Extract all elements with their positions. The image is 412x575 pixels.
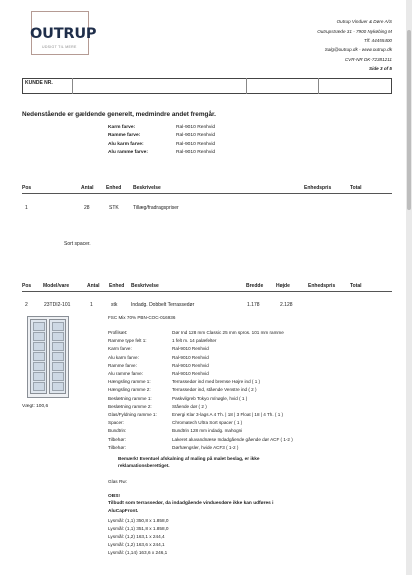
col-total: Total — [350, 185, 362, 191]
company-name: Outrup Vinduer & Døre A/S — [336, 19, 392, 24]
lysmal-line: Lysmål: (1,2) 163,6 x 244,1 — [108, 542, 165, 547]
spec-key: Ramme farve: — [108, 362, 137, 368]
spec-key: Karm farve: — [108, 346, 132, 352]
lysmal-line: Lysmål: (1,1) 351,8 x 1.858,0 — [108, 526, 169, 531]
row-pos: 1 — [25, 205, 28, 211]
row-bredde: 1.178 — [247, 302, 260, 308]
spec-value: Ral-9010 Renhvid — [172, 371, 209, 376]
col-enhed: Enhed — [106, 185, 122, 191]
spec-value: Dørhængsler, hvide ACF3 ( 1-2 ) — [172, 444, 239, 450]
spec-key: Bundtrin: — [108, 428, 127, 434]
customer-divider — [318, 78, 319, 94]
spec-key: Tilbehør: — [108, 444, 126, 450]
spec-value: Ral-9010 Renhvid — [172, 362, 209, 368]
door-sash-right — [49, 319, 66, 394]
intro-text: Nedenstående er gældende generelt, medmindre andet fremgår. — [22, 111, 216, 118]
page-number: Side 3 of 5 — [369, 66, 392, 71]
col-total: Total — [350, 283, 362, 289]
spec-value: Paskvilgreb Tokyo m/nøgle, hvid ( 1 ) — [172, 395, 248, 401]
spec-key: Profilsæt: — [108, 330, 128, 335]
fsc-label: FSC Mix 70% PBN-COC-016936 — [108, 315, 176, 320]
company-address: Outrupstræde 31 - 7900 Nykøbing M — [317, 29, 392, 34]
col-enhedspris: Enhedspris — [304, 185, 332, 191]
row-beskrivelse: Indadg. Dobbelt Terrassedør — [131, 302, 195, 308]
spec-value: Energi Klar 3-lags A 4 Th. | 18 | 3 Float | 18 | 4 Th. ( 1 ) — [172, 412, 284, 417]
row-hojde: 2.128 — [280, 302, 293, 308]
row-note: Sort spacer. — [64, 241, 91, 247]
spec-key: Glas/Fyldning ramme 1: — [108, 412, 157, 417]
col-pos: Pos — [22, 283, 32, 289]
row-enhed: stk — [111, 302, 118, 308]
customer-box — [22, 78, 392, 94]
remark-line-2: reklamationsberettiget. — [118, 463, 170, 468]
obs-text-1: Tilbudt som terrassedør, da indadgående vinduesdøre ikke kan udføres i — [108, 501, 274, 506]
lysmal-line: Lysmål: (1,2) 163,1 x 244,4 — [108, 534, 165, 539]
spec-value: Chromatech Ultra Sort spacer ( 1 ) — [172, 420, 243, 426]
col-enhedspris: Enhedspris — [308, 283, 336, 289]
spec-value: Lakeret aluvandnæse Indadgående gående dør ACF ( 1-2 ) — [172, 436, 293, 442]
col-antal: Antal — [87, 283, 100, 289]
spec-value: Stående dør ( 2 ) — [172, 403, 207, 409]
customer-divider — [246, 78, 247, 94]
spec-key: Beslætning ramme 1: — [108, 395, 152, 401]
col-antal: Antal — [81, 185, 94, 191]
door-sash-left — [30, 319, 47, 394]
spec-value: Bundtrin 128 mm indadg. mahogni — [172, 428, 243, 434]
col-bredde: Bredde — [246, 283, 264, 289]
weight-label: Vægt: 100,6 — [22, 404, 49, 409]
lysmal-line: Lysmål: (1,14) 163,6 x 246,1 — [108, 550, 168, 555]
scrollbar-thumb[interactable] — [407, 30, 411, 210]
obs-text-2: AluCapFront. — [108, 509, 139, 514]
door-drawing — [27, 316, 69, 398]
spec-value: Dør Ind 128 mm Classic 25 mm spros. 101 mm ramme — [172, 330, 284, 335]
row-enhed: STK — [109, 205, 119, 211]
col-pos: Pos — [22, 185, 32, 191]
spec-key: Ramme type felt 1: — [108, 338, 147, 344]
row-antal: 1 — [90, 302, 93, 308]
spec-key: Hængsling ramme 1: — [108, 379, 151, 385]
col-model: Model/vare — [43, 283, 70, 289]
spec-value: Ral-9010 Renhvid — [172, 346, 209, 352]
logo-tagline: UDSIGT TIL MERE — [42, 45, 77, 49]
spec-key: Tilbehør: — [108, 436, 126, 442]
col-enhed: Enhed — [109, 283, 125, 289]
spec-value: Ral-9010 Renhvid — [172, 354, 209, 360]
lysmal-line: Lysmål: (1,1) 350,8 x 1.858,0 — [108, 518, 169, 523]
company-contact: Salg@outrup.dk - www.outrup.dk — [324, 47, 392, 52]
company-logo: OUTRUP — [30, 26, 97, 42]
spec-key: Alu karm farve: — [108, 354, 139, 360]
glas-label: Glas Rw: — [108, 479, 128, 484]
spec-value: Terrassedør ind med bremse Højre ind ( 1 ) — [172, 379, 261, 385]
company-cvr: CVR-NR DK-72381211 — [344, 57, 392, 62]
spec-key: Alu ramme farve: — [108, 371, 143, 376]
table-divider — [22, 291, 392, 292]
spec-value: Terrassedør ind, stående Venstre ind ( 2 ) — [172, 387, 257, 393]
company-phone: Tlf: 44455400 — [363, 38, 392, 43]
table-divider — [22, 193, 392, 194]
customer-label: KUNDE NR. — [25, 80, 53, 86]
col-hojde: Højde — [276, 283, 290, 289]
spec-key: Beslætning ramme 2: — [108, 403, 152, 409]
spec-value: 1 felt m. 14 palæfelter — [172, 338, 217, 344]
col-beskrivelse: Beskrivelse — [131, 283, 159, 289]
row-beskrivelse: Tillæg/fradragspriser — [133, 205, 179, 211]
customer-divider — [72, 78, 73, 94]
row-pos: 2 — [25, 302, 28, 308]
remark-line-1: Bemærk! Eventuel afskalning af maling på malet beslag, er ikke — [118, 456, 260, 461]
row-model: 23TDI2-101 — [44, 302, 71, 308]
col-beskrivelse: Beskrivelse — [133, 185, 161, 191]
row-antal: 28 — [84, 205, 90, 211]
spec-key: Spacer: — [108, 420, 124, 426]
spec-key: Hængsling ramme 2: — [108, 387, 151, 393]
obs-label: OBS! — [108, 494, 120, 499]
